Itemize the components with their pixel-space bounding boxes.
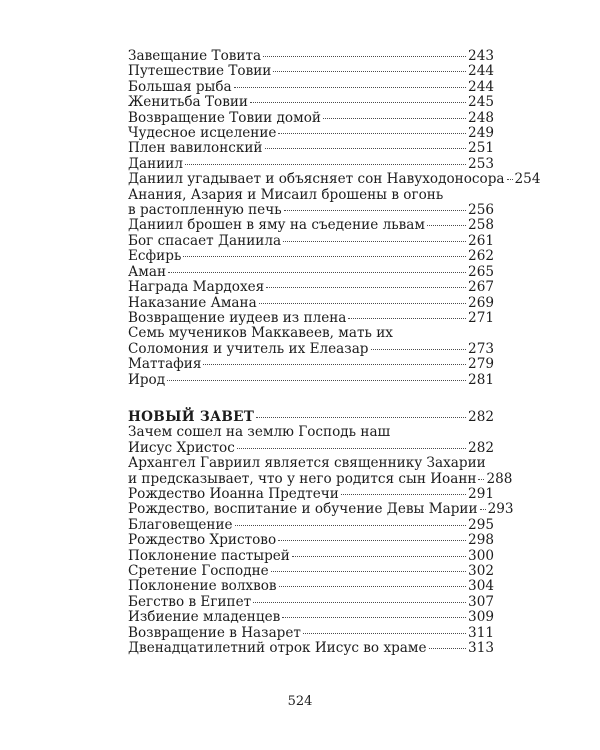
toc-line (128, 64, 494, 79)
dot-leader (235, 525, 466, 526)
toc-entry (128, 518, 494, 533)
page-ref: 302 (468, 563, 494, 579)
page-ref: 293 (487, 501, 514, 518)
entry-title: Рождество Иоанна Предтечи (128, 485, 339, 502)
toc-entry (128, 357, 494, 372)
toc-line (128, 157, 494, 172)
dot-leader (259, 303, 466, 304)
entry-title: Награда Мардохея (128, 279, 265, 296)
toc-line (128, 626, 494, 641)
page-ref: 313 (468, 640, 494, 657)
dot-leader (263, 56, 466, 57)
entry-title: Есфирь (128, 248, 182, 265)
page-ref: 311 (468, 624, 494, 641)
entry-title: Даниил брошен в яму на съедение львам (128, 217, 425, 234)
page-ref: 273 (468, 340, 494, 357)
entry-title: Возвращение иудеев из плена (128, 309, 347, 326)
toc-entry (128, 455, 513, 487)
toc-line (128, 111, 494, 126)
dot-leader (253, 602, 466, 603)
dot-leader (348, 318, 466, 319)
page-ref: 309 (468, 609, 494, 626)
toc-line (128, 218, 494, 233)
entry-title: Зачем сошел на землю Господь наш (128, 424, 391, 441)
toc-line (128, 126, 494, 141)
page-ref: 295 (468, 516, 494, 533)
toc-entry (128, 579, 494, 594)
toc-line (128, 410, 494, 425)
toc-line (128, 518, 494, 533)
toc-entry (128, 141, 494, 156)
entry-title: Путешествие Товии (128, 63, 272, 80)
entry-title: Женитьба Товии (128, 94, 248, 111)
entry-title: Возвращение Товии домой (128, 109, 321, 126)
entry-title: Даниил угадывает и объясняет сон Навуходоносора (128, 171, 505, 188)
entry-title: Завещание Товита (128, 48, 262, 64)
dot-leader (341, 494, 466, 495)
toc-entry (128, 188, 494, 219)
page-ref: 251 (468, 140, 494, 157)
dot-leader (371, 349, 467, 350)
toc-line (128, 203, 494, 218)
dot-leader (168, 272, 466, 273)
page-ref: 262 (468, 248, 494, 265)
toc-line (128, 234, 494, 249)
toc-line (128, 641, 494, 656)
entry-title: Двенадцатилетний отрок Иисус во храме (128, 640, 427, 657)
page-ref: 282 (468, 408, 494, 425)
page-ref: 254 (514, 171, 541, 188)
dot-leader (478, 479, 484, 480)
toc-entry (128, 626, 494, 641)
toc-entry (128, 296, 494, 311)
page-ref: 300 (468, 547, 494, 564)
toc-line (128, 564, 494, 579)
entry-title: Возвращение в Назарет (128, 624, 301, 641)
toc-entry (128, 311, 494, 326)
old-testament-list (128, 48, 541, 388)
dot-leader (234, 87, 466, 88)
toc-line (128, 342, 494, 357)
toc-line (128, 487, 494, 502)
toc-entry (128, 373, 494, 388)
page-ref: 307 (468, 593, 494, 610)
dot-leader (480, 509, 486, 510)
toc-line (128, 470, 513, 487)
entry-title: Соломония и учитель их Елеазар (128, 340, 369, 357)
page-ref: 288 (486, 470, 513, 487)
toc-line (128, 533, 494, 548)
toc-entry (128, 549, 494, 564)
page-number: 524 (287, 694, 313, 709)
toc-entry (128, 610, 494, 625)
page-ref: 271 (468, 309, 494, 326)
dot-leader (185, 164, 466, 165)
toc-line (128, 456, 494, 471)
page-ref: 256 (468, 202, 494, 219)
entry-title: Сретение Господне (128, 563, 269, 579)
dot-leader (323, 118, 466, 119)
toc-line (128, 357, 494, 372)
toc-entry (128, 564, 494, 579)
entry-title: Плен вавилонский (128, 140, 263, 157)
toc-entry (128, 80, 494, 95)
dot-leader (203, 364, 466, 365)
section-title: НОВЫЙ ЗАВЕТ (128, 408, 255, 425)
page-ref: 298 (468, 532, 494, 549)
page-ref: 269 (468, 294, 494, 311)
toc-entry (128, 64, 494, 79)
entry-title: Даниил (128, 155, 183, 172)
dot-leader (273, 71, 466, 72)
page-ref: 267 (468, 279, 494, 296)
toc-entry (128, 249, 494, 264)
entry-title: Иисус Христос (128, 439, 235, 456)
toc-line (128, 296, 494, 311)
toc-line (128, 141, 494, 156)
dot-leader (250, 102, 466, 103)
new-testament-list (128, 424, 514, 657)
entry-title: Поклонение волхвов (128, 578, 277, 595)
entry-title: Маттафия (128, 356, 202, 373)
entry-title: Ирод (128, 371, 166, 388)
toc-entry (128, 595, 494, 610)
page-ref: 261 (468, 232, 494, 249)
page-ref: 249 (468, 125, 494, 142)
dot-leader (256, 417, 466, 418)
toc-entry (128, 111, 494, 126)
entry-title: Рождество Христово (128, 532, 277, 549)
toc-line (128, 49, 494, 64)
page-ref: 244 (468, 63, 494, 80)
page-ref: 248 (468, 109, 494, 126)
dot-leader (507, 179, 513, 180)
page-ref: 245 (468, 94, 494, 111)
toc-entry (128, 425, 494, 456)
entry-title: Благовещение (128, 516, 233, 533)
toc-entry (128, 95, 494, 110)
toc-entry (128, 49, 494, 64)
toc-line (128, 95, 494, 110)
toc-entry (128, 641, 494, 656)
toc-entry (128, 265, 494, 280)
entry-title: в растопленную печь (128, 202, 282, 219)
entry-title: Архангел Гавриил является священнику Захарии (128, 455, 486, 472)
dot-leader (279, 586, 466, 587)
dot-leader (429, 648, 467, 649)
page-ref: 243 (468, 48, 494, 64)
dot-leader (271, 571, 466, 572)
page-ref: 304 (468, 578, 494, 595)
dot-leader (167, 380, 466, 381)
dot-leader (292, 556, 466, 557)
toc-line (128, 280, 494, 295)
page-ref: 291 (468, 485, 494, 502)
entry-title: Аман (128, 263, 167, 280)
toc-entry (128, 501, 514, 518)
table-of-contents (128, 48, 541, 657)
page-ref: 281 (468, 371, 494, 388)
entry-title: Анания, Азария и Мисаил брошены в огонь (128, 186, 444, 203)
entry-title: и предсказывает, что у него родится сын Иоанн (128, 470, 477, 487)
toc-line (128, 501, 514, 518)
entry-title: Поклонение пастырей (128, 547, 290, 564)
section-heading-new-testament (128, 410, 494, 425)
dot-leader (303, 633, 466, 634)
dot-leader (266, 287, 466, 288)
toc-line (128, 265, 494, 280)
entry-title: Бог спасает Даниила (128, 232, 282, 249)
dot-leader (282, 617, 466, 618)
toc-entry (128, 171, 541, 188)
toc-line (128, 425, 494, 440)
entry-title: Наказание Амана (128, 294, 257, 311)
toc-entry (128, 126, 494, 141)
dot-leader (237, 448, 466, 449)
toc-entry (128, 487, 494, 502)
toc-line (128, 80, 494, 95)
toc-entry (128, 280, 494, 295)
entry-title: Рождество, воспитание и обучение Девы Марии (128, 501, 478, 518)
toc-line (128, 311, 494, 326)
page-ref: 253 (468, 155, 494, 172)
toc-entry (128, 533, 494, 548)
entry-title: Семь мучеников Маккавеев, мать их (128, 325, 393, 342)
entry-title: Чудесное исцеление (128, 125, 277, 142)
section-gap (128, 388, 494, 410)
dot-leader (183, 256, 466, 257)
dot-leader (278, 133, 466, 134)
toc-entry (128, 234, 494, 249)
toc-line (128, 579, 494, 594)
toc-entry (128, 218, 494, 233)
dot-leader (278, 540, 466, 541)
toc-line (128, 188, 494, 203)
toc-entry (128, 326, 494, 357)
toc-line (128, 595, 494, 610)
page-ref: 258 (468, 217, 494, 234)
entry-title: Большая рыба (128, 78, 232, 95)
toc-line (128, 373, 494, 388)
toc-line (128, 441, 494, 456)
entry-title: Избиение младенцев (128, 609, 281, 626)
toc-line (128, 326, 494, 341)
page-ref: 244 (468, 78, 494, 95)
entry-title: Бегство в Египет (128, 593, 252, 610)
toc-line (128, 610, 494, 625)
toc-line (128, 249, 494, 264)
dot-leader (427, 225, 466, 226)
page-ref: 279 (468, 356, 494, 373)
page-ref: 265 (468, 263, 494, 280)
dot-leader (284, 210, 466, 211)
toc-line (128, 549, 494, 564)
toc-entry (128, 157, 494, 172)
toc-line (128, 171, 541, 188)
dot-leader (265, 148, 467, 149)
page-ref: 282 (468, 439, 494, 456)
dot-leader (283, 241, 466, 242)
